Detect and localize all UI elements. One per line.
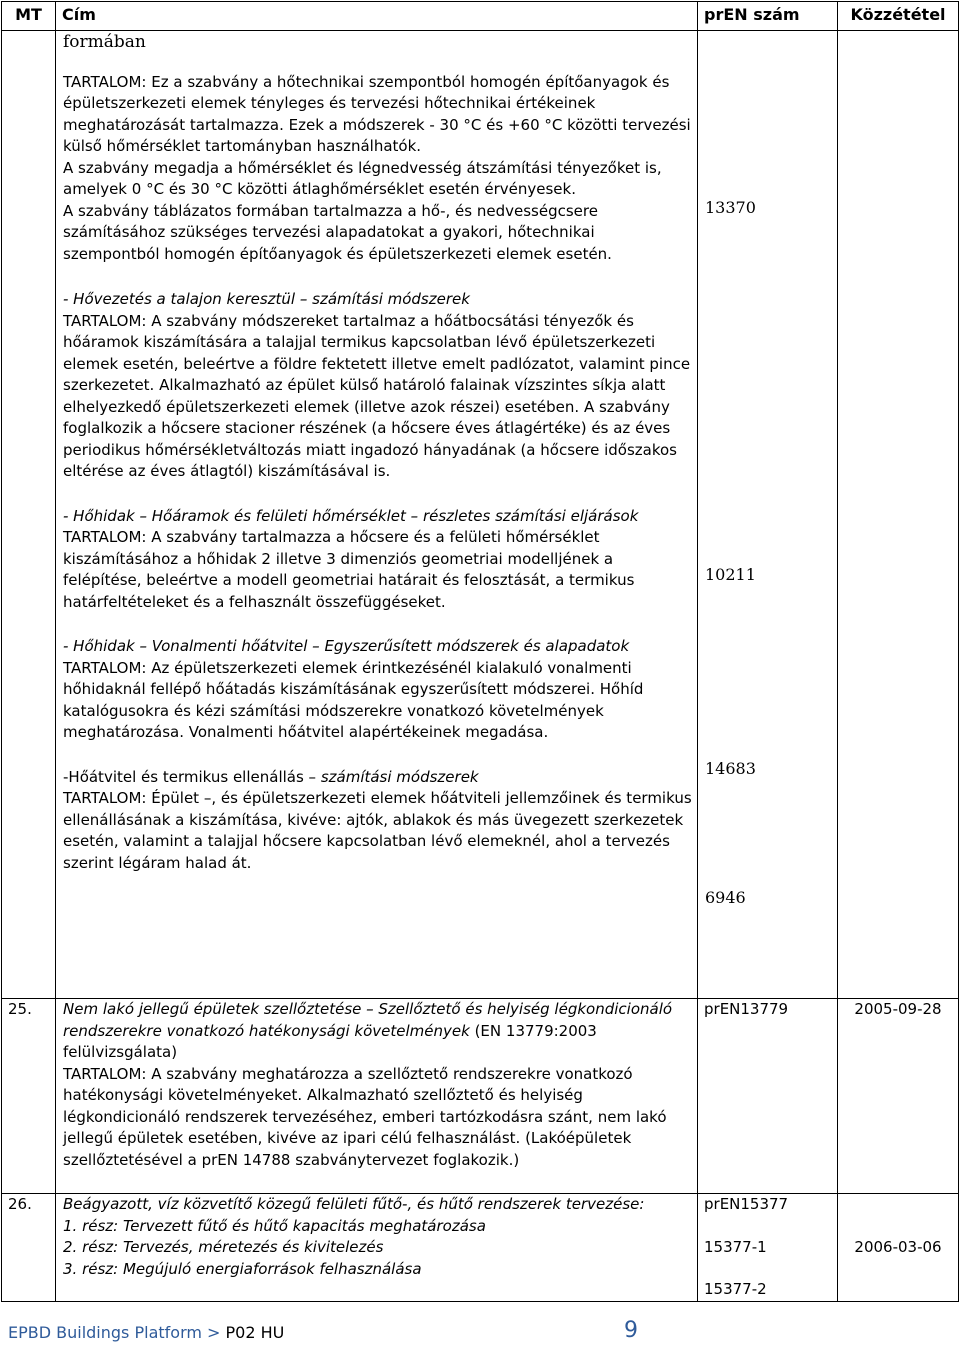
entry-title: - Hővezetés a talajon keresztül – számítási módszerek — [63, 290, 470, 308]
tartalom-label: TARTALOM: — [63, 789, 147, 807]
standard-number: 10211 — [705, 565, 756, 584]
tartalom-label: TARTALOM: — [63, 658, 147, 677]
entry-1 — [63, 72, 693, 266]
entry-4 — [63, 636, 693, 744]
entry-2 — [63, 289, 693, 483]
publication-date: 2006-03-06 — [854, 1238, 942, 1256]
header-row — [2, 2, 959, 31]
footer-code: P02 HU — [225, 1323, 285, 1342]
title-cell — [56, 1194, 698, 1302]
entry-title: számítási módszerek — [320, 767, 479, 786]
pren-cell — [698, 31, 838, 999]
tartalom-label: TARTALOM: — [63, 1064, 147, 1083]
entry-text: A szabvány tartalmazza a hőcsere és a felületi hőmérséklet kiszámításához a hőhidak 2 illetve 3 dimenziós geometriai modelljének a felépítése, beleértve a modell geometriai határait és felosztását, a termikus határfeltételeket és a felhasznált összefüggéseket. — [63, 528, 635, 611]
entry-3 — [63, 506, 693, 614]
entry-title: -Hőátvitel és termikus ellenállás – — [63, 767, 321, 786]
standard-number: 6946 — [705, 888, 746, 907]
publication-date: 2005-09-28 — [854, 1000, 942, 1018]
page-number: 9 — [624, 1318, 638, 1343]
standard-number: 14683 — [705, 759, 756, 778]
pren-number: prEN13779 — [704, 1000, 789, 1018]
entry-text: Az épületszerkezeti elemek érintkezésénél kialakuló vonalmenti hőhidaknál fellépő hőátadás kiszámításának egyszerűsített módszerei. Hőhíd katalógusokra és kézi számítási módszerekre vonatkozó követelmények meghatározása. Vonalmenti hőátvitel alapértékeinek megadása. — [63, 658, 644, 741]
entry-title: - Hőhidak – Hőáramok és felületi hőmérséklet – részletes számítási eljárások — [63, 506, 639, 525]
entry-text: Ez a szabvány a hőtechnikai szempontból homogén építőanyagok és épületszerkezeti elemek tényleges és tervezési hőtechnikai értékeinek meghatározását tartalmazza. Ezek a módszerek - 30 °C és +60 °C közötti tervezési külső hőmérséklet tartományban használhatók. — [63, 72, 691, 155]
pren-number: prEN15377 — [704, 1195, 789, 1213]
entry-5 — [63, 767, 693, 875]
mt-cell — [2, 1194, 56, 1302]
entry-text: A szabvány táblázatos formában tartalmazza a hő-, és nedvességcsere számításához szükséges tervezési alapadatokat a gyakori, hőtechnikai szempontból homogén építőanyagok és épületszerkezeti elemek esetén. — [63, 201, 612, 263]
entry-title: Nem lakó jellegű épületek szellőztetése – Szellőztető és helyiség légkondicionáló rendszerekre vonatkozó hatékonysági követelmények — [63, 1000, 673, 1040]
header-title: Cím — [56, 2, 698, 31]
mt-cell — [2, 31, 56, 999]
table-row — [2, 31, 959, 999]
header-publication: Közzététel — [838, 2, 959, 31]
standards-table — [1, 1, 959, 1302]
part-item: 3. rész: Megújuló energiaforrások felhasználása — [63, 1259, 422, 1278]
tartalom-label: TARTALOM: — [63, 311, 147, 330]
mt-number: 25. — [8, 1000, 32, 1018]
publication-cell — [838, 31, 959, 999]
part-item: 1. rész: Tervezett fűtő és hűtő kapacitás meghatározása — [63, 1216, 486, 1235]
title-cell — [56, 31, 698, 999]
entry-title: Beágyazott, víz közvetítő közegű felületi fűtő-, és hűtő rendszerek tervezése: — [63, 1195, 645, 1213]
table-row — [2, 1194, 959, 1302]
entry-text: A szabvány meghatározza a szellőztető rendszerekre vonatkozó hatékonysági követelményeket. Alkalmazható szellőztető és helyiség légkondicionáló rendszerek tervezéséhez, emberi tartózkodásra szánt, nem lakó jellegű épületek esetében, kivéve az ipari célú felhasználást. (Lakóépületek szellőztetésével a prEN 14788 szabványtervezet foglakozik.) — [63, 1064, 667, 1169]
part-item: 2. rész: Tervezés, méretezés és kivitelezés — [63, 1238, 384, 1256]
entry-title-note: (EN 13779:2003 felülvizsgálata) — [63, 1021, 597, 1061]
footer-platform: EPBD Buildings Platform > — [8, 1323, 226, 1342]
pren-cell — [698, 1194, 838, 1302]
title-cell — [56, 999, 698, 1194]
pren-part-number: 15377-1 — [704, 1237, 767, 1256]
standard-number: 13370 — [705, 198, 756, 217]
publication-cell — [838, 1194, 959, 1302]
entry-text: A szabvány megadja a hőmérséklet és légnedvesség átszámítási tényezőket is, amelyek 0 °C és 30 °C közötti átlaghőmérséklet esetén érvényesek. — [63, 158, 662, 198]
entry-title: - Hőhidak – Vonalmenti hőátvitel – Egyszerűsített módszerek és alapadatok — [63, 637, 630, 655]
page-footer — [8, 1323, 284, 1342]
entry-text: A szabvány módszereket tartalmaz a hőátbocsátási tényezők és hőáramok kiszámítására a talajjal termikus kapcsolatban lévő épületszerkezeti elemek esetén, beleértve a földre fektetett illetve emelt padlózatot, valamint pince szerkezetet. Alkalmazható az épület külső határoló falainak vízszintes síkja alatt elhelyezkedő épületszerkezeti elemek (illetve azok részei) esetében. A szabvány foglalkozik a hőcsere stacioner részének (a hőcsere éves átlagértéke) és az éves periodikus hőmérsékletváltozás miatt ingadozó hányadának (a hőcsere időszakos eltérése az éves átlagtól) kiszámításával is. — [63, 311, 691, 480]
mt-number: 26. — [8, 1195, 32, 1213]
tartalom-label: TARTALOM: — [63, 72, 147, 91]
header-pren: prEN szám — [698, 2, 838, 31]
table-row — [2, 999, 959, 1194]
pren-part-number: 15377-2 — [704, 1280, 767, 1298]
entry-text: Épület –, és épületszerkezeti elemek hőátviteli jellemzőinek és termikus ellenállásának a kiszámítása, kivéve: ajtók, ablakok és más üvegezett szerkezetek esetén, valamint a talajjal hőcsere kapcsolatban lévő elemeknél, ahol a tervezés szerint légáram halad át. — [63, 789, 692, 872]
mt-cell — [2, 999, 56, 1194]
pren-cell — [698, 999, 838, 1194]
tartalom-label: TARTALOM: — [63, 528, 147, 546]
continued-text: formában — [63, 32, 146, 52]
header-mt: MT — [2, 2, 56, 31]
publication-cell — [838, 999, 959, 1194]
